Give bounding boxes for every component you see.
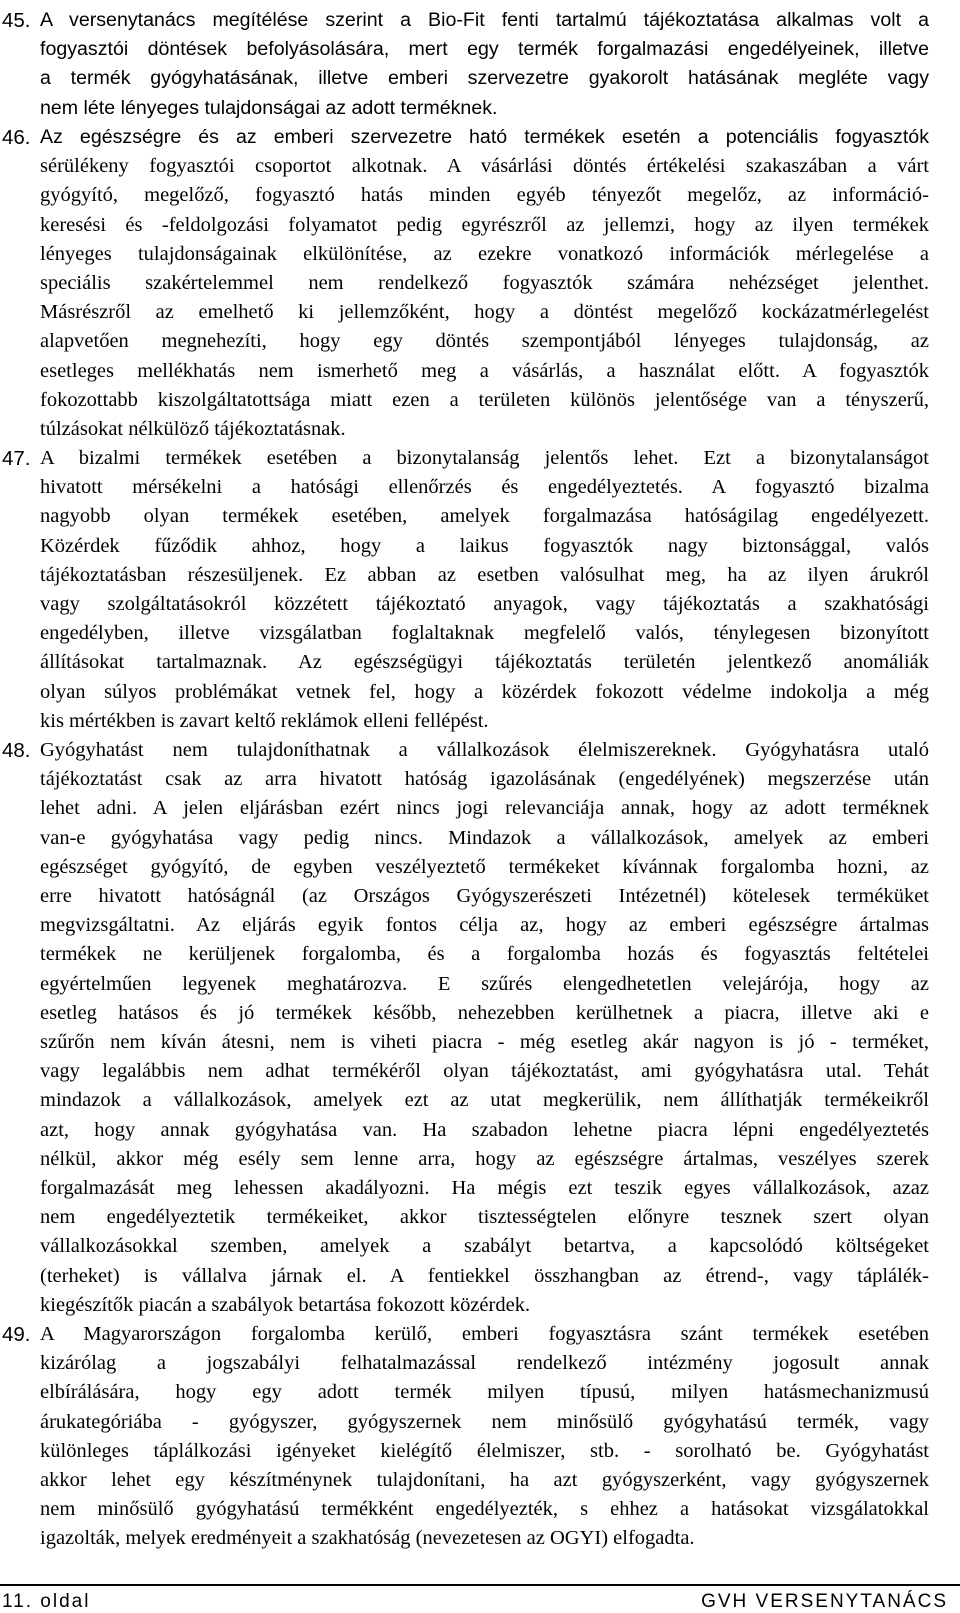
text-line: tájékoztatásban részesüljenek. Ez abban az esetben valósulhat meg, ha az ilyen árukról — [40, 563, 929, 586]
text-line: termékek ne kerüljenek forgalomba, és a forgalomba hozás és fogyasztás feltételei — [40, 943, 929, 966]
text-line: elbírálására, hogy egy adott termék milyen típusú, milyen hatásmechanizmusú — [40, 1381, 929, 1404]
text-line: keresési és -feldolgozási folyamatot pedig egyrészről az jellemzi, hogy az ilyen termékek — [40, 213, 929, 236]
text-line: Másrészről az emelhető ki jellemzőként, hogy a döntést megelőző kockázatmérlegelést — [40, 301, 929, 324]
text-line: azt, hogy annak gyógyhatása van. Ha szabadon lehetne piacra lépni engedélyeztetés — [40, 1118, 929, 1141]
text-line: vagy szolgáltatásokról közzétett tájékoztató anyagok, vagy tájékoztatás a szakhatósági — [40, 593, 929, 616]
text-line: fogyasztói döntések befolyásolására, mert egy termék forgalmazási engedélyeinek, illetve — [40, 38, 929, 61]
paragraph-body — [40, 736, 929, 1320]
text-line: a termék gyógyhatásának, illetve emberi szervezetre gyakorolt hatásának megléte vagy — [40, 67, 929, 90]
text-line: fokozottabb kiszolgáltatottsága miatt ezen a területen különös jelentősége van a tényszerű, — [40, 388, 929, 411]
text-line: (terheket) is vállalva járnak el. A fentiekkel összhangban az étrend-, vagy táplálék- — [40, 1264, 929, 1287]
text-line: mindazok a vállalkozások, amelyek ezt az utat megkerülik, nem állíthatják termékeikről — [40, 1089, 929, 1112]
text-line: igazolták, melyek eredményeit a szakhatóság (nevezetesen az OGYI) elfogadta. — [40, 1527, 695, 1550]
text-line: alapvetően megnehezíti, hogy egy döntés szempontjából lényeges tulajdonság, az — [40, 330, 929, 353]
text-line: állításokat tartalmaznak. Az egészségügyi tájékoztatás területén jelentkező anomáliák — [40, 651, 929, 674]
paragraph-number: 47. — [2, 447, 31, 470]
text-line: Az egészségre és az emberi szervezetre ható termékek esetén a potenciális fogyasztók — [40, 126, 929, 148]
paragraph-body — [40, 6, 929, 123]
text-line: akkor lehet egy készítménynek tulajdonítani, ha azt gyógyszerként, vagy gyógyszernek — [40, 1469, 929, 1492]
text-line: Közérdek fűződik ahhoz, hogy a laikus fogyasztók nagy biztonsággal, valós — [40, 534, 929, 557]
text-line: A Magyarországon forgalomba kerülő, emberi fogyasztásra szánt termékek esetében — [40, 1323, 929, 1345]
text-line: egyértelműen legyenek meghatározva. E szűrés elengedhetetlen velejárója, hogy az — [40, 972, 929, 995]
text-line: lehet adni. A jelen eljárásban ezért nincs jogi relevanciája annak, hogy az adott terméknek — [40, 797, 929, 820]
footer-organization: GVH VERSENYTANÁCS — [701, 1591, 948, 1612]
text-line: hivatott mérsékelni a hatósági ellenőrzés és engedélyeztetés. A fogyasztó bizalma — [40, 476, 929, 499]
paragraph-number: 49. — [2, 1323, 31, 1346]
paragraph-body — [40, 444, 929, 736]
text-line: vagy legalábbis nem adhat termékéről olyan tájékoztatást, ami gyógyhatásra utal. Tehát — [40, 1060, 929, 1083]
text-line: kis mértékben is zavart keltő reklámok elleni fellépést. — [40, 709, 489, 732]
paragraph-number: 46. — [2, 126, 31, 149]
text-line: nem engedélyeztetik termékeiket, akkor tisztességtelen előnyre tesznek szert olyan — [40, 1206, 929, 1229]
text-line: vállalkozásokkal szemben, amelyek a szabályt betartva, a kapcsolódó költségeket — [40, 1235, 929, 1258]
text-line: A bizalmi termékek esetében a bizonytalanság jelentős lehet. Ezt a bizonytalanságot — [40, 447, 929, 469]
text-line: erre hivatott hatóságnál (az Országos Gyógyszerészeti Intézetnél) kötelesek terméküket — [40, 885, 929, 908]
text-line: engedélyben, illetve vizsgálatban foglaltaknak megfelelő valós, ténylegesen bizonyított — [40, 622, 929, 645]
paragraph-body — [40, 1320, 929, 1554]
text-line: különleges táplálkozási igényeket kielégítő élelmiszer, stb. - sorolható be. Gyógyhatást — [40, 1439, 929, 1462]
text-line: kiegészítők piacán a szabályok betartása fokozott közérdek. — [40, 1293, 531, 1316]
page-number: 11. oldal — [2, 1591, 91, 1612]
paragraph-number: 45. — [2, 9, 31, 32]
text-line: nagyobb olyan termékek esetében, amelyek forgalmazása hatóságilag engedélyezett. — [40, 505, 929, 528]
text-line: szűrőn nem kíván átesni, nem is viheti piacra - még esetleg akár nagyon is jó - terméket, — [40, 1031, 929, 1054]
text-line: olyan súlyos problémákat vetnek fel, hogy a közérdek fokozott védelme indokolja a még — [40, 680, 929, 703]
text-line: egészséget gyógyító, de egyben veszélyeztető termékeket kívánnak forgalomba hozni, az — [40, 855, 929, 878]
paragraph-number: 48. — [2, 739, 31, 762]
footer-divider — [0, 1584, 960, 1586]
text-line: megvizsgáltatni. Az eljárás egyik fontos célja az, hogy az emberi egészségre ártalmas — [40, 914, 929, 937]
text-line: nem minősülő gyógyhatású termékként engedélyezték, s ehhez a hatásokat vizsgálatokkal — [40, 1498, 929, 1521]
text-line: árukategóriába - gyógyszer, gyógyszernek nem minősülő gyógyhatású termék, vagy — [40, 1410, 929, 1433]
text-line: speciális szakértelemmel nem rendelkező fogyasztók számára nehézséget jelenthet. — [40, 272, 929, 295]
text-line: esetleg hatásos és jó termékek később, nehezebben kerülhetnek a piacra, illetve aki e — [40, 1001, 929, 1024]
text-line: túlzásokat nélkülöző tájékoztatásnak. — [40, 418, 346, 441]
text-line: nem léte lényeges tulajdonságai az adott terméknek. — [40, 96, 498, 119]
text-line: sérülékeny fogyasztói csoportot alkotnak. A vásárlási döntés értékelési szakaszában a várt — [40, 155, 929, 178]
text-line: lényeges tulajdonságainak elkülönítése, az ezekre vonatkozó információk mérlegelése a — [40, 242, 929, 265]
text-line: gyógyító, megelőző, fogyasztó hatás minden egyéb tényezőt megelőz, az információ- — [40, 184, 929, 207]
text-line: Gyógyhatást nem tulajdoníthatnak a vállalkozások élelmiszereknek. Gyógyhatásra utaló — [40, 739, 929, 761]
text-line: forgalmazását meg lehessen akadályozni. Ha mégis ezt teszik egyes vállalkozások, azaz — [40, 1177, 929, 1200]
text-line: nélkül, akkor még esély sem lenne arra, hogy az egészségre ártalmas, veszélyes szerek — [40, 1147, 929, 1170]
paragraph-body — [40, 123, 929, 444]
text-line: kizárólag a jogszabályi felhatalmazással rendelkező intézmény jogosult annak — [40, 1352, 929, 1375]
text-line: tájékoztatást csak az arra hivatott hatóság igazolásának (engedélyének) megszerzése után — [40, 768, 929, 791]
text-line: esetleges mellékhatás nem ismerhető meg a vásárlás, a használat előtt. A fogyasztók — [40, 359, 929, 382]
text-line: van-e gyógyhatása vagy pedig nincs. Mindazok a vállalkozások, amelyek az emberi — [40, 826, 929, 849]
text-line: A versenytanács megítélése szerint a Bio-Fit fenti tartalmú tájékoztatása alkalmas volt a — [40, 9, 929, 31]
